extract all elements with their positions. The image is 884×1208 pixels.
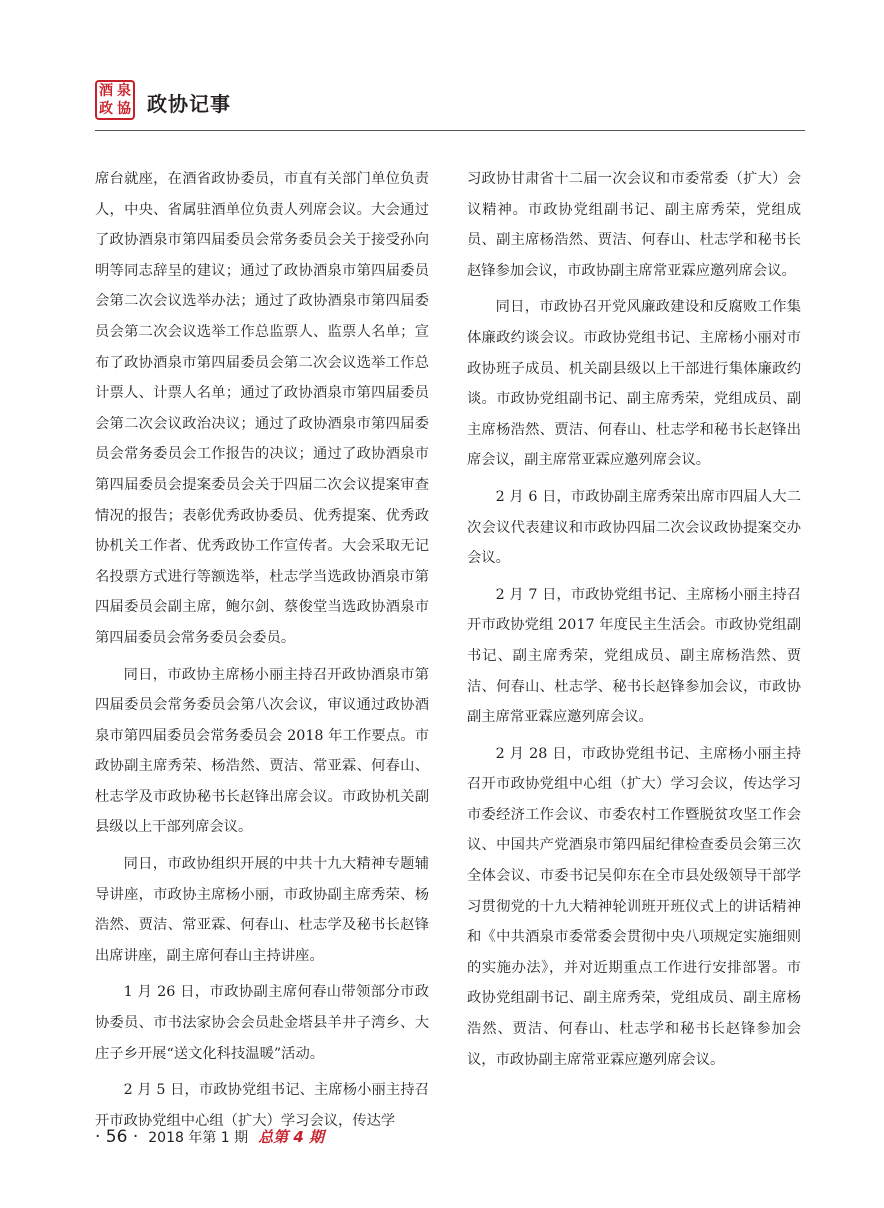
left-column [95, 164, 429, 1142]
paragraph: 1 月 26 日，市政协副主席何春山带领部分市政协委员、市书法家协会会员赴金塔县羊井子湾乡、大庄子乡开展“送文化科技温暖”活动。 [95, 984, 429, 1062]
paragraph: 2 月 6 日，市政协副主席秀荣出席市四届人大二次会议代表建议和市政协四届二次会议政协提案交办会议。 [467, 488, 801, 567]
issue-total-label: 总第 4 期 [258, 1128, 325, 1146]
header-divider [95, 130, 805, 131]
page-header [95, 80, 805, 132]
seal-logo [95, 80, 135, 120]
issue-label: 2018 年第 1 期 [148, 1130, 249, 1146]
paragraph: 席台就座，在酒省政协委员，市直有关部门单位负责人，中央、省属驻酒单位负责人列席会议。大会通过了政协酒泉市第四届委员会常务委员会关于接受孙向明等同志辞呈的建议；通过了政协酒泉市第四届委员会第二次会议选举办法；通过了政协酒泉市第四届委员会第二次会议选举工作总监票人、监票人名单；宣布了政协酒泉市第四届委员会第二次会议选举工作总计票人、计票人名单；通过了政协酒泉市第四届委员会第二次会议政治决议；通过了政协酒泉市第四届委员会常务委员会工作报告的决议；通过了政协酒泉市第四届委员会提案委员会关于四届二次会议提案审查情况的报告；表彰优秀政协委员、优秀提案、优秀政协机关工作者、优秀政协工作宣传者。大会采取无记名投票方式进行等额选举，杜志学当选政协酒泉市第四届委员会副主席，鲍尔剑、蔡俊堂当选政协酒泉市第四届委员会常务委员会委员。 [95, 171, 429, 646]
paragraph: 2 月 7 日，市政协党组书记、主席杨小丽主持召开市政协党组 2017 年度民主生活会。市政协党组副书记、副主席秀荣，党组成员、副主席杨浩然、贾洁、何春山、杜志学、秘书长赵锋参加会议，市政协副主席常亚霖应邀列席会议。 [467, 586, 801, 726]
paragraph: 2 月 28 日，市政协党组书记、主席杨小丽主持召开市政协党组中心组（扩大）学习会议，传达学习市委经济工作会议、市委农村工作暨脱贫攻坚工作会议、中国共产党酒泉市第四届纪律检查委员会第三次全体会议、市委书记吴仰东在全市县处级领导干部学习贯彻党的十九大精神轮训班开班仪式上的讲话精神和《中共酒泉市委常委会贯彻中央八项规定实施细则的实施办法》，并对近期重点工作进行安排部署。市政协党组副书记、副主席秀荣，党组成员、副主席杨浩然、贾洁、何春山、杜志学和秘书长赵锋参加会议，市政协副主席常亚霖应邀列席会议。 [467, 745, 801, 1068]
paragraph: 习政协甘肃省十二届一次会议和市委常委（扩大）会议精神。市政协党组副书记、副主席秀荣，党组成员、副主席杨浩然、贾洁、何春山、杜志学和秘书长赵锋参加会议，市政协副主席常亚霖应邀列席会议。 [467, 171, 801, 279]
seal-char: 政 [99, 101, 113, 117]
right-column [467, 164, 801, 1081]
paragraph: 同日，市政协组织开展的中共十九大精神专题辅导讲座，市政协主席杨小丽，市政协副主席秀荣、杨浩然、贾洁、常亚霖、何春山、杜志学及秘书长赵锋出席讲座，副主席何春山主持讲座。 [95, 856, 429, 964]
seal-char: 泉 [117, 83, 131, 99]
paragraph: 同日，市政协召开党风廉政建设和反腐败工作集体廉政约谈会议。市政协党组书记、主席杨小丽对市政协班子成员、机关副县级以上干部进行集体廉政约谈。市政协党组副书记、副主席秀荣，党组成员、副主席杨浩然、贾洁、何春山、杜志学和秘书长赵锋出席会议，副主席常亚霖应邀列席会议。 [467, 299, 801, 469]
page-footer [95, 1126, 324, 1156]
paragraph: 2 月 5 日，市政协党组书记、主席杨小丽主持召开市政协党组中心组（扩大）学习会议，传达学 [95, 1082, 429, 1129]
paragraph: 同日，市政协主席杨小丽主持召开政协酒泉市第四届委员会常务委员会第八次会议，审议通过政协酒泉市第四届委员会常务委员会 2018 年工作要点。市政协副主席秀荣、杨浩然、贾洁、常亚霖、何春山、杜志学及市政协秘书长赵锋出席会议。市政协机关副县级以上干部列席会议。 [95, 666, 429, 836]
section-title: 政协记事 [147, 92, 231, 116]
seal-char: 酒 [99, 83, 113, 99]
page-number: · 56 · [95, 1127, 139, 1147]
seal-char: 協 [117, 101, 131, 117]
